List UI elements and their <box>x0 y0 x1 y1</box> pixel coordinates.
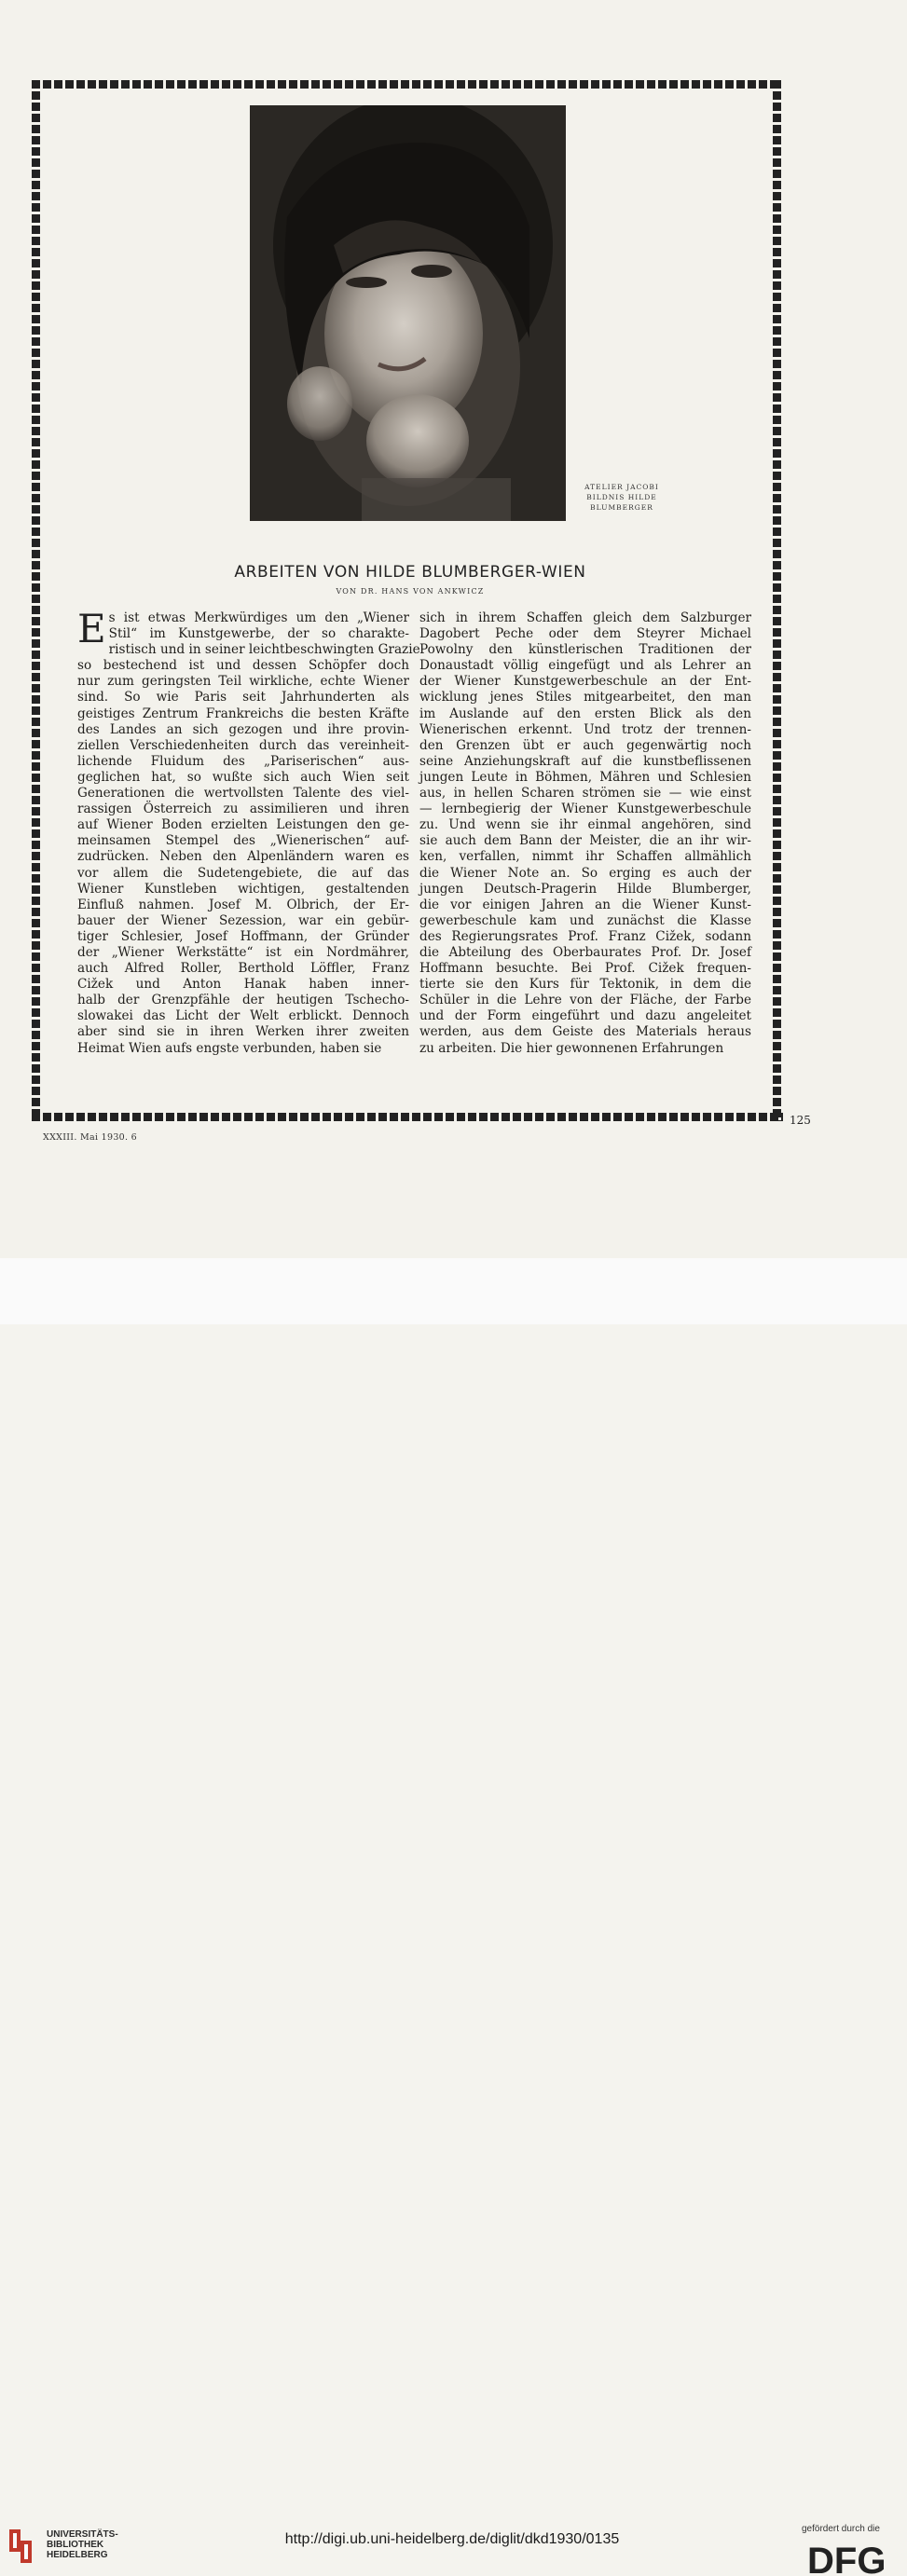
digitization-footer <box>0 1258 907 2576</box>
text-line: gewerbeschule kam und zunächst die Klasse <box>419 912 751 928</box>
text-line: Heimat Wien aufs engste verbunden, haben sie <box>77 1040 382 1056</box>
text-line: Powolny den künstlerischen Traditionen der <box>419 642 751 658</box>
article-title: ARBEITEN VON HILDE BLUMBERGER-WIEN <box>234 563 586 582</box>
library-logo-icon <box>7 2526 37 2567</box>
text-line: vor allem die Sudetengebiete, die auf das <box>77 865 409 881</box>
text-line: jungen Leute in Böhmen, Mähren und Schlesien <box>419 769 751 785</box>
library-name-line: BIBLIOTHEK <box>47 2540 104 2550</box>
text-line: und der Form eingeführt und dazu angeleitet <box>419 1008 751 1024</box>
library-name-line: UNIVERSITÄTS- <box>47 2529 118 2540</box>
text-line: ken, verfallen, nimmt ihr Schaffen allmählich <box>419 849 751 865</box>
scanned-page <box>0 0 907 1258</box>
text-line: Generationen die wertvollsten Talente des viel- <box>77 786 409 802</box>
text-line: s ist etwas Merkwürdiges um den „Wiener <box>108 610 409 625</box>
photo-credit-line: BILDNIS HILDE <box>586 493 657 501</box>
text-line: bauer der Wiener Sezession, war ein gebür- <box>77 912 409 928</box>
photo-credit-line: ATELIER JACOBI <box>584 483 659 491</box>
text-line: der Wiener Kunstgewerbeschule an der Ent- <box>419 674 751 690</box>
text-line: die Wiener Note an. So erging es auch der <box>419 865 751 881</box>
text-line: nur zum geringsten Teil wirkliche, echte Wiener <box>77 674 409 690</box>
text-line: sie auch dem Bann der Meister, die an ihr wir- <box>419 833 751 849</box>
text-line: werden, aus dem Geiste des Materials heraus <box>419 1024 751 1040</box>
text-line: so bestechend ist und dessen Schöpfer doch <box>77 658 409 674</box>
text-line: Donaustadt völlig eingefügt und als Lehrer an <box>419 658 751 674</box>
text-line: im Auslande auf den ersten Blick als den <box>419 706 751 721</box>
text-line: jungen Deutsch-Pragerin Hilde Blumberger, <box>419 881 751 897</box>
text-line: auch Alfred Roller, Berthold Löffler, Franz <box>77 961 409 977</box>
text-line: ziellen Verschiedenheiten durch das vereinheit- <box>77 737 409 753</box>
text-line: ristisch und in seiner leichtbeschwingten Grazie <box>108 642 420 658</box>
text-line: sich in ihrem Schaffen gleich dem Salzburger <box>419 610 751 625</box>
library-name-line: HEIDELBERG <box>47 2550 108 2560</box>
library-name <box>47 2529 118 2560</box>
text-line: Hoffmann besuchte. Bei Prof. Cižek frequen- <box>419 961 751 977</box>
text-line: die Abteilung des Oberbaurates Prof. Dr. Josef <box>419 944 751 960</box>
text-column-left <box>77 606 420 1057</box>
funding-note: gefördert durch die <box>802 2524 880 2534</box>
text-line: tierte sie den Kurs für Tektonik, in dem die <box>419 977 751 993</box>
issue-note: XXXIII. Mai 1930. 6 <box>43 1132 137 1143</box>
text-line: zu. Und wenn sie ihr einmal angehören, sind <box>419 817 751 833</box>
frame-top-border <box>32 80 777 89</box>
text-line: seine Anziehungskraft auf die kunstbeflissenen <box>419 753 751 769</box>
text-line: Dagobert Peche oder dem Steyrer Michael <box>419 626 751 642</box>
text-column-right <box>419 610 751 1057</box>
dfg-logo-text: DFG <box>807 2542 886 2576</box>
drop-cap: E <box>77 606 106 651</box>
text-line: slowakei das Licht der Welt erblickt. Dennoch <box>77 1008 409 1024</box>
article-byline: VON DR. HANS VON ANKWICZ <box>336 587 485 596</box>
text-line: tiger Schlesier, Josef Hoffmann, der Gründer <box>77 928 409 944</box>
text-line: Schüler in die Lehre von der Fläche, der Farbe <box>419 993 751 1008</box>
portrait-photo <box>250 105 566 521</box>
frame-right-border <box>773 80 781 1121</box>
frame-bottom-border <box>32 1113 783 1121</box>
text-line: zudrücken. Neben den Alpenländern waren es <box>77 849 409 865</box>
text-line: Einfluß nahmen. Josef M. Olbrich, der Er- <box>77 897 409 912</box>
photo-credit <box>570 482 673 513</box>
photo-credit-line: BLUMBERGER <box>590 503 653 512</box>
text-line: den Grenzen übt er auch gegenwärtig noch <box>419 737 751 753</box>
dfg-logo-icon <box>807 2542 900 2576</box>
text-line: wicklung jenes Stiles mitgearbeitet, den man <box>419 690 751 706</box>
text-line: lichende Fluidum des „Pariserischen“ aus- <box>77 753 409 769</box>
text-line: die vor einigen Jahren an die Wiener Kunst- <box>419 897 751 912</box>
text-line: Cižek und Anton Hanak haben inner- <box>77 977 409 993</box>
text-line: aus, in hellen Scharen strömen sie — wie einst <box>419 786 751 802</box>
frame-left-border <box>32 80 40 1121</box>
text-line: aber sind sie in ihren Werken ihrer zweiten <box>77 1024 409 1040</box>
text-line: geglichen hat, so wußte sich auch Wien seit <box>77 769 409 785</box>
text-line: — lernbegierig der Wiener Kunstgewerbeschule <box>419 802 751 817</box>
text-line: auf Wiener Boden erzielten Leistungen den ge- <box>77 817 409 833</box>
text-line: des Regierungsrates Prof. Franz Cižek, sodann <box>419 928 751 944</box>
text-line: zu arbeiten. Die hier gewonnenen Erfahrungen <box>419 1040 724 1056</box>
text-line: Stil“ im Kunstgewerbe, der so charakte- <box>108 626 409 642</box>
text-line: des Landes an sich gezogen und ihre provin- <box>77 721 409 737</box>
text-line: sind. So wie Paris seit Jahrhunderten als <box>77 690 409 706</box>
text-line: halb der Grenzpfähle der heutigen Tschecho- <box>77 993 409 1008</box>
text-line: Wiener Kunstleben wichtigen, gestaltenden <box>77 881 409 897</box>
text-line: meinsamen Stempel des „Wienerischen“ auf- <box>77 833 409 849</box>
text-line: rassigen Österreich zu assimilieren und ihren <box>77 802 409 817</box>
text-line: Wienerischen erkennt. Und trotz der trennen- <box>419 721 751 737</box>
permalink-url[interactable]: http://digi.ub.uni-heidelberg.de/diglit/dkd1930/0135 <box>284 2531 620 2547</box>
page-number: 125 <box>790 1114 811 1127</box>
text-line: geistiges Zentrum Frankreichs die besten Kräfte <box>77 706 409 721</box>
text-line: der „Wiener Werkstätte“ ist ein Nordmährer, <box>77 944 409 960</box>
